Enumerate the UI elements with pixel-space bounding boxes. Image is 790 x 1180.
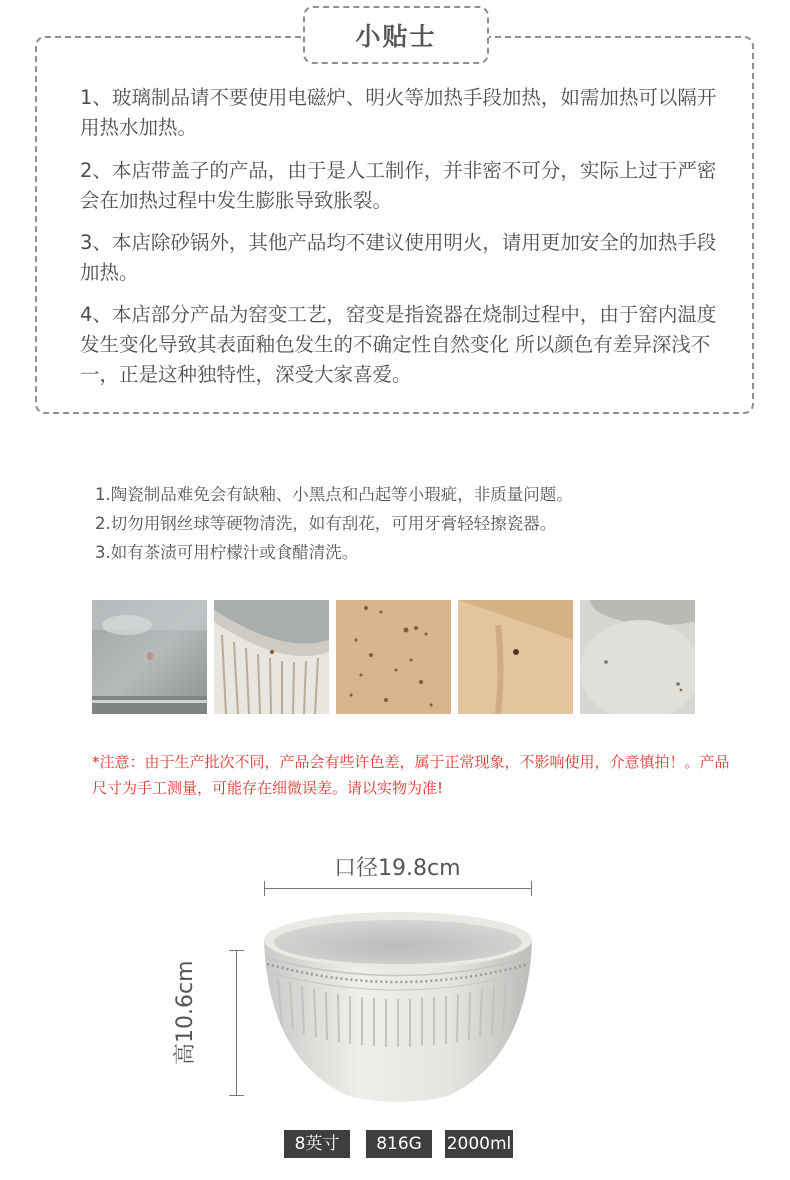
tip-item-1: 1、玻璃制品请不要使用电磁炉、明火等加热手段加热，如需加热可以隔开用热水加热。 <box>80 86 717 139</box>
height-label: 高10.6cm <box>173 960 198 1065</box>
tip-item-4: 4、本店部分产品为窑变工艺，窑变是指瓷器在烧制过程中，由于窑内温度发生变化导致其表面釉色发生的不确定性自然变化 所以颜色有差异深浅不一，正是这种独特性，深受大家喜爱。 <box>80 303 717 386</box>
diameter-tick-right <box>531 881 532 896</box>
care-note-3: 3.如有茶渍可用柠檬汁或食醋清洗。 <box>95 543 359 562</box>
care-note-1: 1.陶瓷制品难免会有缺釉、小黑点和凸起等小瑕疵，非质量问题。 <box>95 485 573 504</box>
diameter-label: 口径19.8cm <box>334 856 461 881</box>
spec-size-badge: 8英寸 <box>284 1130 350 1158</box>
warning-note: *注意：由于生产批次不同，产品会有些许色差，属于正常现象，不影响使用，介意慎拍！。产品尺寸为手工测量，可能存在细微误差。请以实物为准! <box>92 753 730 797</box>
spec-weight-badge: 816G <box>366 1130 432 1158</box>
height-line <box>236 950 237 1096</box>
defect-photo-gray-speck <box>580 600 695 714</box>
bowl-photo <box>258 908 538 1104</box>
defect-photos <box>92 600 696 714</box>
defect-photo-ribbed-rim <box>214 600 329 714</box>
care-notes <box>95 480 573 567</box>
tips-title: 小贴士 <box>303 6 489 64</box>
tip-item-2: 2、本店带盖子的产品，由于是人工制作，并非密不可分，实际上过于严密会在加热过程中发生膨胀导致胀裂。 <box>80 159 717 212</box>
height-tick-top <box>229 950 244 951</box>
spec-capacity-badge: 2000ml <box>445 1130 513 1158</box>
diameter-tick-left <box>264 881 265 896</box>
defect-photo-black-dot <box>458 600 573 714</box>
diameter-line <box>264 888 532 889</box>
tip-item-3: 3、本店除砂锅外，其他产品均不建议使用明火，请用更加安全的加热手段加热。 <box>80 231 717 284</box>
defect-photo-gray-glaze <box>92 600 207 714</box>
care-note-2: 2.切勿用钢丝球等硬物清洗，如有刮花，可用牙膏轻轻擦瓷器。 <box>95 514 557 533</box>
height-tick-bottom <box>229 1095 244 1096</box>
defect-photo-speckles <box>336 600 451 714</box>
